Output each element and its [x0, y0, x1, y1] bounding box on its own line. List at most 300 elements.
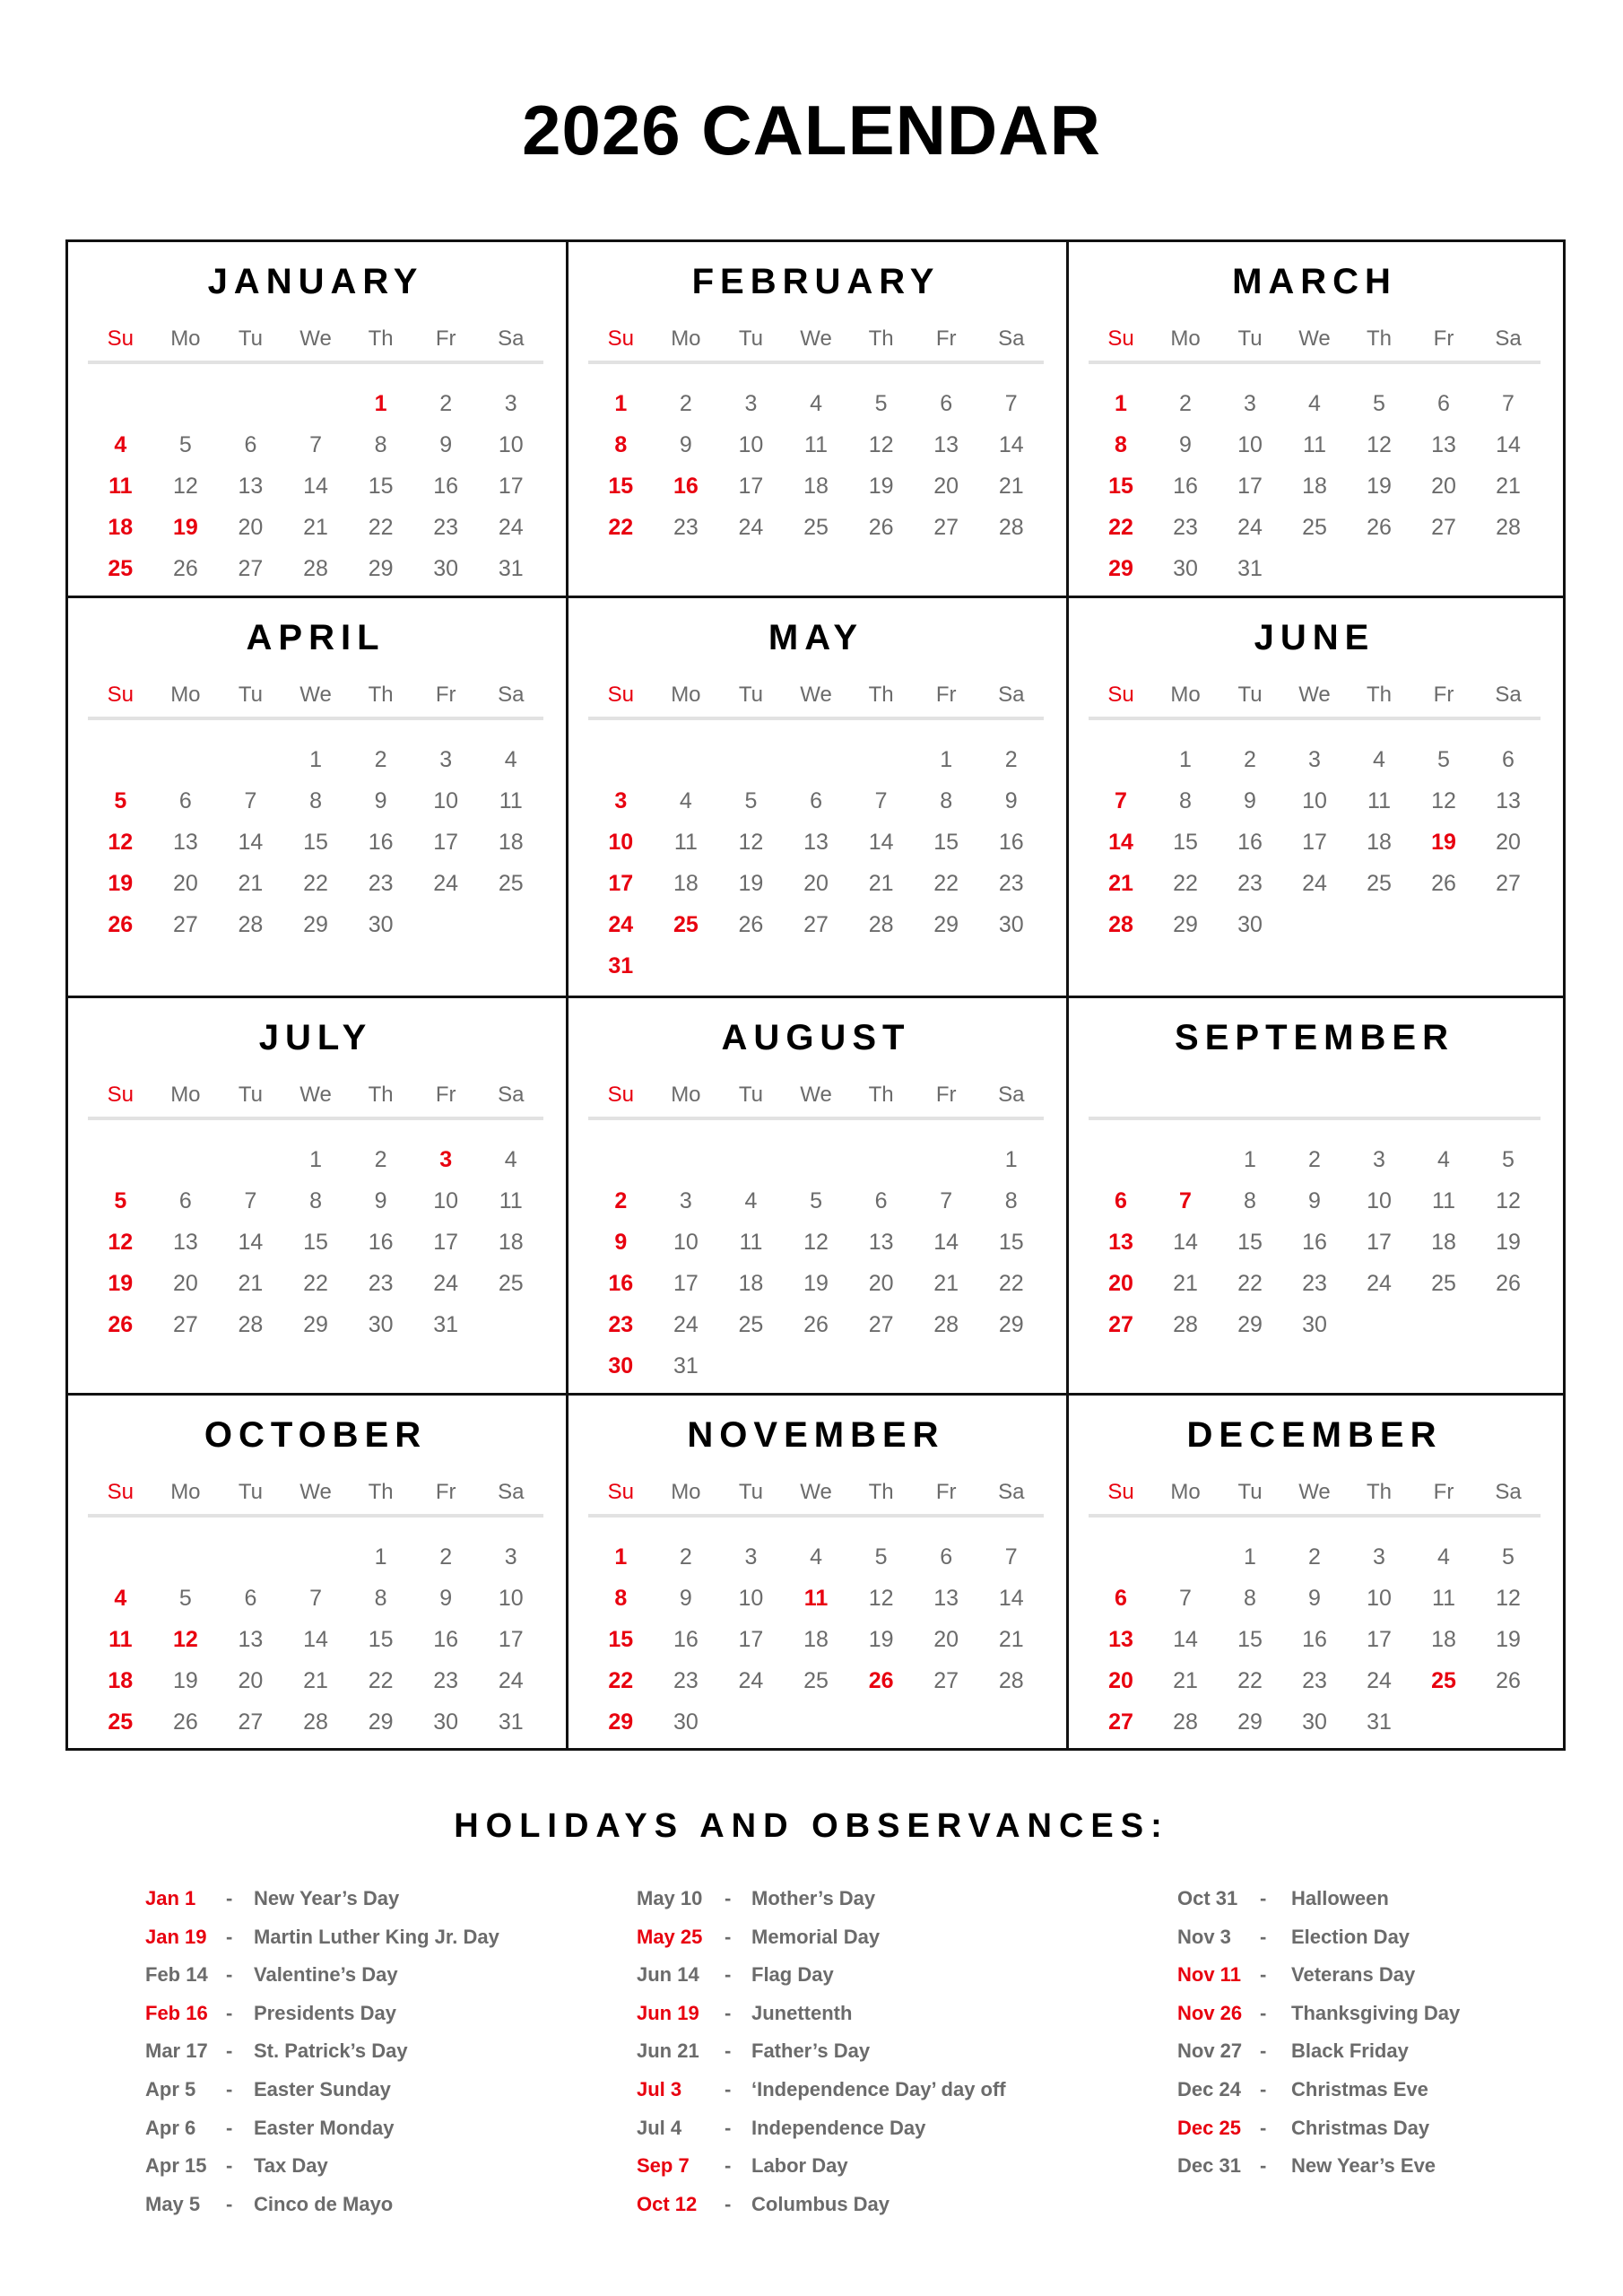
day-cell-highlighted: 29 — [1108, 556, 1133, 581]
month-name: JULY — [258, 1018, 373, 1057]
day-cell: 23 — [673, 1668, 699, 1693]
day-cell: 15 — [368, 1627, 394, 1652]
holiday-item — [637, 1960, 1103, 1998]
holiday-name: St. Patrick’s Day — [254, 2039, 408, 2063]
weekday-label: Th — [1366, 683, 1392, 707]
week-row — [1089, 822, 1541, 863]
weekday-label: Fr — [1433, 683, 1454, 707]
weekday-label: Tu — [238, 683, 263, 707]
week-row — [588, 424, 1044, 465]
week-row — [88, 383, 543, 424]
week-row — [88, 1304, 543, 1345]
day-cell-empty — [588, 739, 654, 780]
day-cell: 28 — [238, 1312, 264, 1337]
day-cell-highlighted: 12 — [108, 830, 134, 855]
holiday-date: Feb 16 — [145, 2001, 208, 2024]
day-cell-highlighted: 19 — [172, 515, 198, 540]
day-cell: 7 — [874, 788, 888, 813]
day-cell: 22 — [368, 1668, 394, 1693]
month-january — [65, 239, 566, 596]
day-cell: 21 — [303, 515, 328, 540]
day-cell: 8 — [374, 1586, 387, 1611]
day-cell-empty — [1411, 548, 1476, 589]
day-cell: 31 — [1367, 1709, 1392, 1735]
day-cell: 26 — [803, 1312, 829, 1337]
day-cell-empty — [848, 945, 914, 987]
day-cell: 5 — [810, 1188, 822, 1213]
day-cell: 4 — [1437, 1147, 1450, 1172]
day-cell: 14 — [998, 432, 1024, 457]
day-cell-empty — [1476, 1304, 1541, 1345]
day-cell: 3 — [1373, 1147, 1385, 1172]
weekday-header — [88, 1476, 543, 1509]
day-cell: 19 — [803, 1271, 829, 1296]
day-cell: 2 — [679, 1544, 692, 1570]
weekday-label: Th — [368, 326, 394, 351]
day-cell-highlighted: 6 — [1115, 1188, 1127, 1213]
weekday-label: Sa — [998, 683, 1025, 707]
weekday-separator — [88, 1514, 543, 1518]
weekday-label: Su — [1107, 326, 1134, 351]
day-cell: 1 — [309, 747, 322, 772]
day-cell: 6 — [1502, 747, 1515, 772]
day-cell: 13 — [1496, 788, 1521, 813]
day-cell: 29 — [303, 1312, 328, 1337]
month-name: MAY — [768, 618, 864, 657]
weekday-label: Su — [607, 1083, 634, 1107]
day-cell: 19 — [1496, 1230, 1521, 1255]
day-cell: 28 — [303, 556, 328, 581]
week-row — [588, 507, 1044, 548]
day-cell: 4 — [1437, 1544, 1450, 1570]
calendar-grid — [65, 239, 1566, 1751]
week-row — [1089, 424, 1541, 465]
day-cell-empty — [88, 1139, 153, 1180]
day-cell: 1 — [309, 1147, 322, 1172]
day-cell-highlighted: 10 — [608, 830, 634, 855]
holiday-date: Nov 26 — [1177, 2001, 1243, 2024]
holiday-name: Martin Luther King Jr. Day — [254, 1925, 499, 1948]
day-cell: 18 — [1302, 474, 1327, 499]
holiday-item — [637, 2036, 1103, 2074]
weekday-separator — [1089, 717, 1541, 720]
day-cell: 17 — [433, 830, 459, 855]
day-cell: 3 — [1244, 391, 1256, 416]
day-cell: 12 — [738, 830, 764, 855]
holiday-item — [1177, 2151, 1623, 2189]
week-row — [588, 1619, 1044, 1660]
day-cell: 30 — [1173, 556, 1198, 581]
weekday-label: Fr — [1433, 1480, 1454, 1504]
weekday-label: Fr — [935, 1480, 957, 1504]
day-cell-highlighted: 14 — [1108, 830, 1133, 855]
day-cell: 27 — [933, 1668, 959, 1693]
holiday-date: Feb 14 — [145, 1963, 208, 1987]
day-cell-highlighted: 16 — [608, 1271, 634, 1296]
week-row — [1089, 904, 1541, 945]
day-cell-highlighted: 2 — [614, 1188, 628, 1213]
week-row — [588, 1304, 1044, 1345]
day-cell: 11 — [804, 432, 828, 457]
day-cell-empty — [588, 1139, 654, 1180]
day-cell-empty — [1476, 1701, 1541, 1743]
day-cell-empty — [784, 1345, 849, 1387]
month-days — [588, 383, 1044, 548]
month-name: FEBRUARY — [691, 262, 941, 301]
day-cell: 20 — [933, 474, 959, 499]
day-cell: 12 — [1367, 432, 1392, 457]
day-cell: 28 — [1496, 515, 1521, 540]
day-cell-highlighted: 8 — [614, 1586, 628, 1611]
day-cell: 5 — [874, 1544, 888, 1570]
day-cell-empty — [914, 1701, 979, 1743]
holiday-date: May 5 — [145, 2192, 201, 2215]
day-cell-empty — [1282, 548, 1347, 589]
day-cell: 18 — [803, 474, 829, 499]
day-cell: 10 — [433, 788, 459, 813]
day-cell: 16 — [368, 1230, 394, 1255]
holiday-date: Mar 17 — [145, 2039, 208, 2063]
day-cell-empty — [1476, 904, 1541, 945]
day-cell: 24 — [498, 515, 524, 540]
day-cell: 10 — [1237, 432, 1263, 457]
holiday-date: Oct 12 — [637, 2192, 698, 2215]
day-cell-empty — [978, 1345, 1044, 1387]
day-cell: 11 — [499, 1188, 523, 1213]
month-days — [588, 1139, 1044, 1387]
day-cell: 28 — [933, 1312, 959, 1337]
day-cell: 10 — [498, 1586, 524, 1611]
day-cell: 2 — [439, 391, 453, 416]
day-cell: 16 — [1237, 830, 1263, 855]
week-row — [588, 822, 1044, 863]
week-row — [88, 904, 543, 945]
day-cell: 7 — [244, 788, 257, 813]
day-cell-empty — [784, 945, 849, 987]
weekday-label: We — [1298, 1480, 1331, 1504]
month-name: NOVEMBER — [687, 1415, 945, 1455]
week-row — [1089, 383, 1541, 424]
weekday-label: Sa — [498, 1083, 525, 1107]
weekday-separator — [1089, 1117, 1541, 1120]
day-cell-highlighted: 20 — [1108, 1668, 1133, 1693]
day-cell: 13 — [1431, 432, 1456, 457]
day-cell: 9 — [1308, 1188, 1321, 1213]
day-cell-highlighted: 24 — [608, 912, 634, 937]
weekday-header — [1089, 1476, 1541, 1509]
week-row — [88, 1222, 543, 1263]
week-row — [88, 465, 543, 507]
day-cell: 9 — [439, 1586, 453, 1611]
day-cell: 25 — [738, 1312, 764, 1337]
weekday-label: Fr — [435, 1480, 456, 1504]
day-cell-highlighted: 20 — [1108, 1271, 1133, 1296]
week-row — [1089, 1578, 1541, 1619]
day-cell: 8 — [1004, 1188, 1018, 1213]
weekday-label: Su — [107, 326, 134, 351]
weekday-label: Su — [1107, 1480, 1134, 1504]
holiday-date: Apr 5 — [145, 2077, 196, 2100]
day-cell: 20 — [238, 1668, 264, 1693]
day-cell: 6 — [810, 788, 822, 813]
day-cell: 16 — [1302, 1627, 1327, 1652]
day-cell: 25 — [498, 871, 524, 896]
holiday-date: Dec 31 — [1177, 2154, 1241, 2178]
day-cell: 6 — [1437, 391, 1450, 416]
month-september — [1066, 996, 1563, 1393]
holiday-name: Independence Day — [751, 2116, 926, 2139]
day-cell: 12 — [868, 432, 894, 457]
day-cell: 25 — [803, 515, 829, 540]
day-cell: 2 — [679, 391, 692, 416]
day-cell-empty — [1153, 1139, 1218, 1180]
weekday-label: Su — [1107, 683, 1134, 707]
day-cell-highlighted: 19 — [1431, 830, 1456, 855]
day-cell: 23 — [368, 1271, 394, 1296]
holiday-name: Presidents Day — [254, 2001, 396, 2024]
day-cell-highlighted: 22 — [608, 1668, 634, 1693]
holiday-item — [145, 1960, 612, 1998]
day-cell: 14 — [933, 1230, 959, 1255]
day-cell: 10 — [1302, 788, 1327, 813]
day-cell: 13 — [933, 1586, 959, 1611]
day-cell-empty — [1411, 1304, 1476, 1345]
holiday-item — [145, 2113, 612, 2152]
week-row — [588, 1701, 1044, 1743]
day-cell: 21 — [1173, 1668, 1198, 1693]
holiday-separator: - — [226, 2192, 233, 2215]
day-cell-highlighted: 12 — [172, 1627, 198, 1652]
day-cell: 17 — [1237, 474, 1263, 499]
day-cell: 7 — [309, 432, 322, 457]
holiday-item — [637, 2113, 1103, 2152]
month-name: JANUARY — [207, 262, 424, 301]
day-cell: 8 — [1179, 788, 1192, 813]
month-february — [566, 239, 1066, 596]
day-cell: 29 — [1173, 912, 1198, 937]
week-row — [1089, 465, 1541, 507]
day-cell-empty — [1476, 548, 1541, 589]
day-cell: 30 — [368, 1312, 394, 1337]
day-cell: 15 — [368, 474, 394, 499]
day-cell: 9 — [439, 432, 453, 457]
weekday-label: We — [299, 683, 332, 707]
month-name: DECEMBER — [1186, 1415, 1443, 1455]
day-cell: 11 — [1367, 788, 1391, 813]
day-cell-highlighted: 28 — [1108, 912, 1133, 937]
day-cell: 4 — [1308, 391, 1321, 416]
week-row — [88, 822, 543, 863]
day-cell-highlighted: 29 — [608, 1709, 634, 1735]
weekday-separator — [1089, 1514, 1541, 1518]
day-cell-highlighted: 9 — [614, 1230, 628, 1255]
day-cell: 4 — [679, 788, 692, 813]
day-cell: 25 — [1302, 515, 1327, 540]
day-cell: 17 — [1367, 1230, 1392, 1255]
page-title: 2026 CALENDAR — [522, 91, 1101, 170]
day-cell: 28 — [238, 912, 264, 937]
day-cell: 3 — [679, 1188, 692, 1213]
day-cell: 22 — [303, 871, 328, 896]
month-days — [88, 739, 543, 945]
week-row — [88, 1578, 543, 1619]
day-cell: 1 — [1244, 1544, 1256, 1570]
holiday-date: Jun 14 — [637, 1963, 699, 1987]
day-cell: 6 — [244, 432, 257, 457]
day-cell-highlighted: 18 — [108, 1668, 134, 1693]
weekday-header — [88, 323, 543, 355]
day-cell-highlighted: 7 — [1115, 788, 1127, 813]
weekday-label: Mo — [1170, 326, 1201, 351]
month-june — [1066, 596, 1563, 996]
holiday-separator: - — [725, 1963, 732, 1987]
day-cell: 13 — [238, 474, 264, 499]
day-cell: 21 — [868, 871, 894, 896]
weekday-label: We — [1298, 326, 1331, 351]
day-cell: 18 — [1431, 1627, 1456, 1652]
day-cell: 4 — [810, 391, 822, 416]
day-cell: 8 — [1244, 1586, 1256, 1611]
day-cell: 6 — [940, 391, 953, 416]
day-cell: 31 — [433, 1312, 459, 1337]
day-cell: 9 — [679, 432, 692, 457]
holiday-separator: - — [1260, 1963, 1267, 1987]
day-cell-empty — [413, 904, 479, 945]
weekday-label: We — [299, 1480, 332, 1504]
day-cell: 8 — [940, 788, 953, 813]
week-row — [588, 1345, 1044, 1387]
holiday-item — [145, 2151, 612, 2189]
holiday-name: Black Friday — [1291, 2039, 1409, 2063]
day-cell: 29 — [1237, 1709, 1263, 1735]
day-cell: 11 — [739, 1230, 763, 1255]
day-cell-highlighted: 25 — [108, 1709, 134, 1735]
day-cell: 30 — [433, 1709, 459, 1735]
day-cell-empty — [784, 1701, 849, 1743]
day-cell: 13 — [933, 432, 959, 457]
day-cell: 23 — [1237, 871, 1263, 896]
day-cell-empty — [654, 1139, 719, 1180]
day-cell: 14 — [238, 830, 264, 855]
holiday-item — [1177, 1960, 1623, 1998]
day-cell: 21 — [303, 1668, 328, 1693]
day-cell-empty — [88, 739, 153, 780]
day-cell: 21 — [998, 1627, 1024, 1652]
weekday-label: Th — [368, 1083, 394, 1107]
holiday-separator: - — [725, 2192, 732, 2215]
holiday-name: Memorial Day — [751, 1925, 881, 1948]
day-cell-empty — [153, 383, 219, 424]
day-cell: 29 — [368, 1709, 394, 1735]
day-cell: 18 — [498, 1230, 524, 1255]
day-cell-highlighted: 21 — [1108, 871, 1133, 896]
day-cell: 29 — [368, 556, 394, 581]
day-cell: 20 — [933, 1627, 959, 1652]
day-cell: 19 — [738, 871, 764, 896]
day-cell: 9 — [1004, 788, 1018, 813]
holiday-separator: - — [226, 2039, 233, 2063]
day-cell-empty — [848, 1139, 914, 1180]
weekday-header — [1089, 679, 1541, 711]
day-cell: 12 — [1431, 788, 1456, 813]
day-cell: 7 — [244, 1188, 257, 1213]
day-cell: 9 — [1179, 432, 1192, 457]
holiday-date: Apr 15 — [145, 2154, 207, 2178]
month-days — [1089, 1139, 1541, 1345]
holiday-date: Nov 3 — [1177, 1925, 1231, 1948]
day-cell: 18 — [1367, 830, 1392, 855]
weekday-label: Th — [868, 683, 894, 707]
day-cell: 10 — [738, 432, 764, 457]
day-cell: 1 — [1179, 747, 1192, 772]
day-cell: 7 — [1004, 391, 1018, 416]
day-cell: 29 — [933, 912, 959, 937]
day-cell-highlighted: 13 — [1108, 1627, 1133, 1652]
weekday-header — [1089, 323, 1541, 355]
day-cell: 23 — [1302, 1271, 1327, 1296]
month-name: OCTOBER — [204, 1415, 428, 1455]
day-cell-empty — [1411, 1701, 1476, 1743]
weekday-label: We — [800, 326, 832, 351]
day-cell-empty — [478, 904, 543, 945]
day-cell-highlighted: 6 — [1115, 1586, 1127, 1611]
holiday-separator: - — [725, 1925, 732, 1948]
holiday-item — [145, 2036, 612, 2074]
day-cell: 28 — [1173, 1709, 1198, 1735]
week-row — [1089, 548, 1541, 589]
day-cell: 16 — [998, 830, 1024, 855]
day-cell-highlighted: 18 — [108, 515, 134, 540]
weekday-separator — [88, 1117, 543, 1120]
week-row — [1089, 863, 1541, 904]
weekday-header — [588, 1476, 1044, 1509]
day-cell: 7 — [1004, 1544, 1018, 1570]
week-row — [1089, 1701, 1541, 1743]
day-cell: 10 — [1367, 1188, 1392, 1213]
day-cell: 1 — [1244, 1147, 1256, 1172]
day-cell: 30 — [673, 1709, 699, 1735]
day-cell: 14 — [868, 830, 894, 855]
holiday-separator: - — [1260, 2077, 1267, 2100]
week-row — [88, 507, 543, 548]
holiday-name: Valentine’s Day — [254, 1963, 398, 1987]
holiday-date: Jul 4 — [637, 2116, 682, 2139]
day-cell: 19 — [172, 1668, 198, 1693]
day-cell: 17 — [1367, 1627, 1392, 1652]
weekday-label: Mo — [170, 326, 201, 351]
weekday-label: Sa — [1495, 1480, 1522, 1504]
holiday-separator: - — [1260, 1887, 1267, 1909]
holiday-name: Christmas Day — [1291, 2116, 1430, 2139]
day-cell: 5 — [744, 788, 758, 813]
holiday-date: Sep 7 — [637, 2154, 690, 2178]
weekday-label: Fr — [935, 1083, 957, 1107]
holiday-item — [1177, 2074, 1623, 2113]
day-cell: 10 — [738, 1586, 764, 1611]
day-cell-highlighted: 1 — [374, 391, 387, 416]
day-cell: 13 — [803, 830, 829, 855]
day-cell-highlighted: 1 — [614, 1544, 628, 1570]
day-cell: 2 — [1179, 391, 1192, 416]
month-days — [88, 383, 543, 589]
holiday-name: Mother’s Day — [751, 1887, 876, 1909]
month-may — [566, 596, 1066, 996]
weekday-header — [588, 1079, 1044, 1111]
day-cell-empty — [848, 739, 914, 780]
day-cell: 10 — [433, 1188, 459, 1213]
week-row — [588, 1660, 1044, 1701]
holiday-name: Columbus Day — [751, 2192, 890, 2215]
